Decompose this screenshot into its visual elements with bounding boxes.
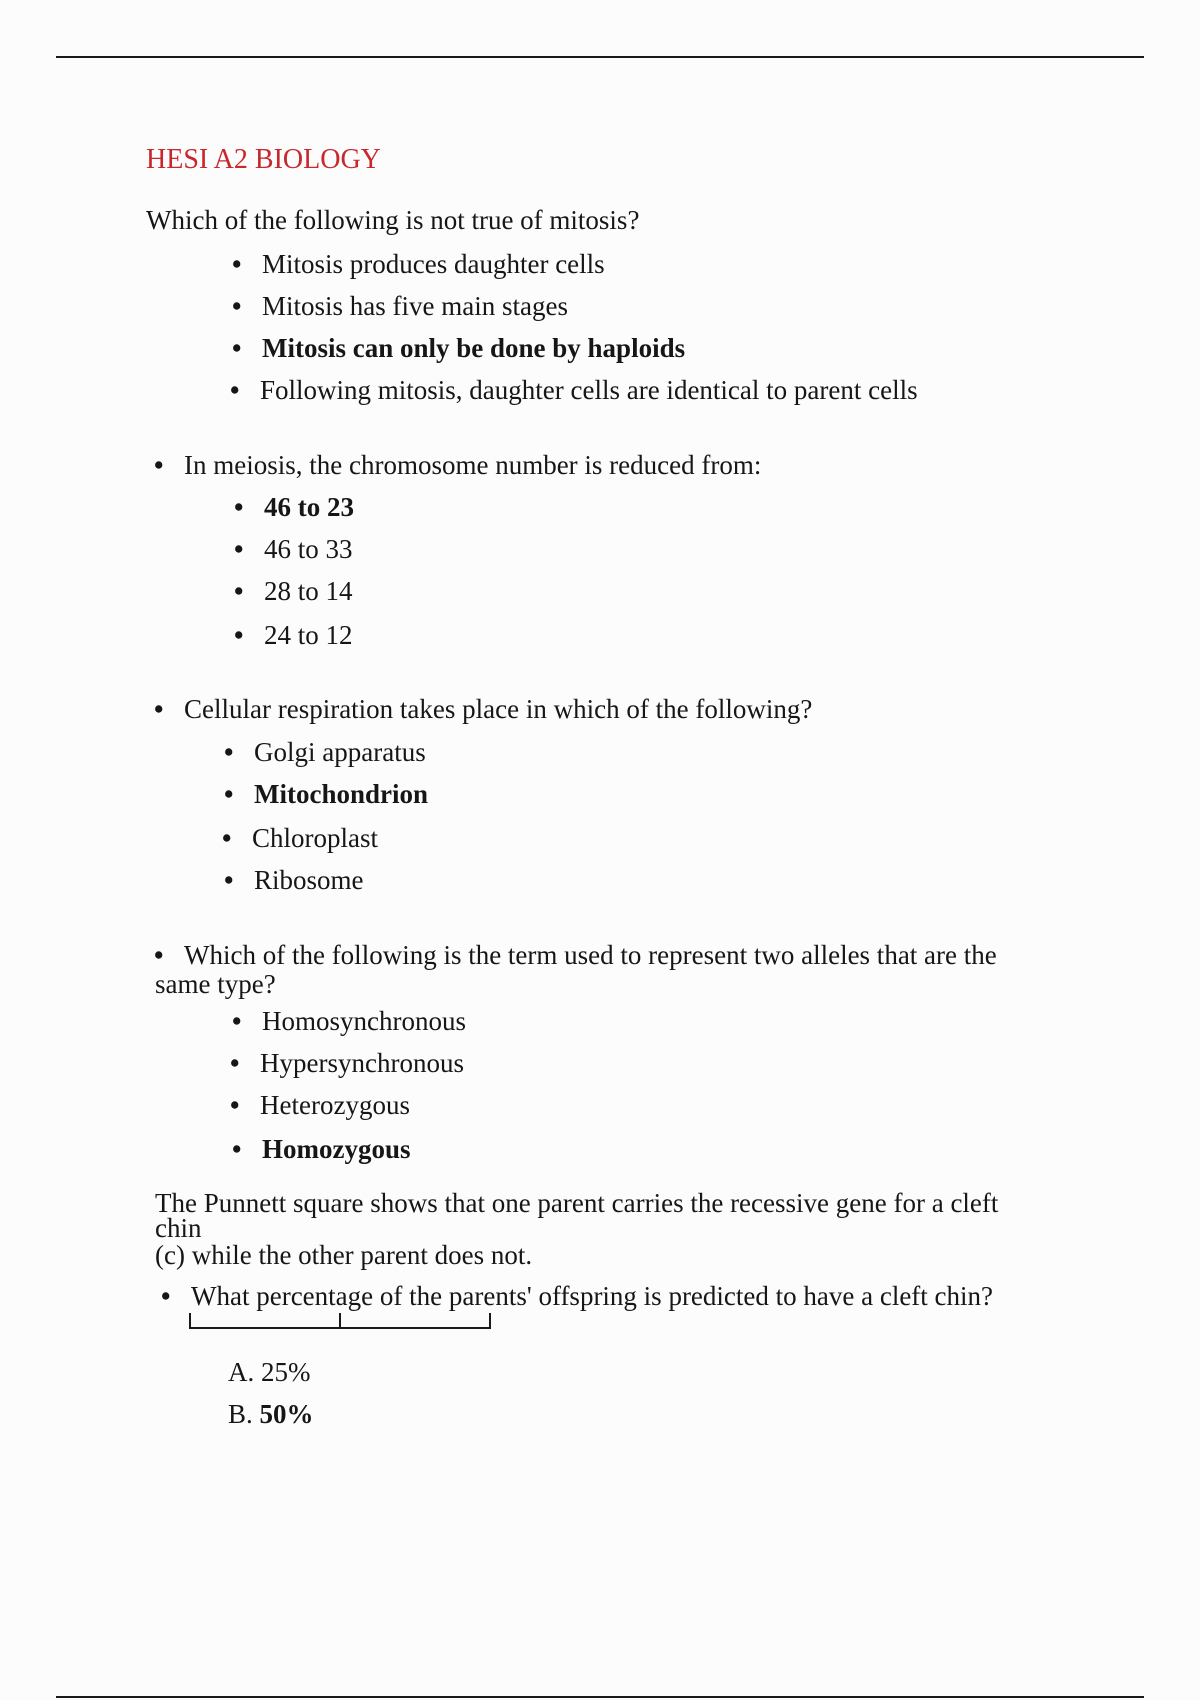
punnett-option-b-value-correct: 50% <box>259 1399 314 1429</box>
punnett-question-prompt: • What percentage of the parents' offspring is predicted to have a cleft chin? <box>191 1282 993 1310</box>
question-2-option-3: • 28 to 14 <box>264 576 353 606</box>
top-rule <box>56 56 1144 58</box>
question-4-option-1: • Homosynchronous <box>262 1006 466 1036</box>
question-3-option-4: • Ribosome <box>254 865 364 895</box>
punnett-intro-line-3: (c) while the other parent does not. <box>155 1240 533 1270</box>
punnett-option-a-value: 25% <box>261 1357 311 1387</box>
punnett-square-bracket <box>189 1313 491 1329</box>
punnett-intro-line-2: chin <box>155 1213 202 1243</box>
punnett-option-b <box>228 1399 314 1429</box>
question-1-option-2: • Mitosis has five main stages <box>262 291 568 321</box>
question-1-option-4: • Following mitosis, daughter cells are identical to parent cells <box>260 375 918 405</box>
punnett-intro-line-1: The Punnett square shows that one parent carries the recessive gene for a cleft <box>155 1188 999 1218</box>
question-4-option-2: • Hypersynchronous <box>260 1048 464 1078</box>
question-4-option-3: • Heterozygous <box>260 1090 410 1120</box>
punnett-option-b-letter: B. <box>228 1399 253 1429</box>
question-1-prompt: Which of the following is not true of mitosis? <box>146 205 640 235</box>
question-4-prompt-line-1: • Which of the following is the term used to represent two alleles that are the <box>184 940 997 970</box>
question-3-prompt: • Cellular respiration takes place in which of the following? <box>184 694 812 724</box>
question-1-option-3-correct: • Mitosis can only be done by haploids <box>262 333 685 363</box>
question-2-option-1-correct: • 46 to 23 <box>264 492 354 522</box>
bottom-rule <box>56 1696 1144 1698</box>
punnett-option-a-letter: A. <box>228 1357 255 1387</box>
question-2-prompt: • In meiosis, the chromosome number is reduced from: <box>184 450 761 480</box>
question-3-option-3: • Chloroplast <box>252 823 378 853</box>
question-1-option-1: • Mitosis produces daughter cells <box>262 249 605 279</box>
question-2-option-2: • 46 to 33 <box>264 534 353 564</box>
question-3-option-2-correct: • Mitochondrion <box>254 779 428 809</box>
question-4-prompt-line-2: same type? <box>155 969 276 999</box>
question-2-option-4: • 24 to 12 <box>264 620 353 650</box>
question-3-option-1: • Golgi apparatus <box>254 737 426 767</box>
punnett-option-a <box>228 1357 311 1387</box>
page-title: HESI A2 BIOLOGY <box>146 144 381 175</box>
question-4-option-4-correct: • Homozygous <box>262 1134 411 1164</box>
